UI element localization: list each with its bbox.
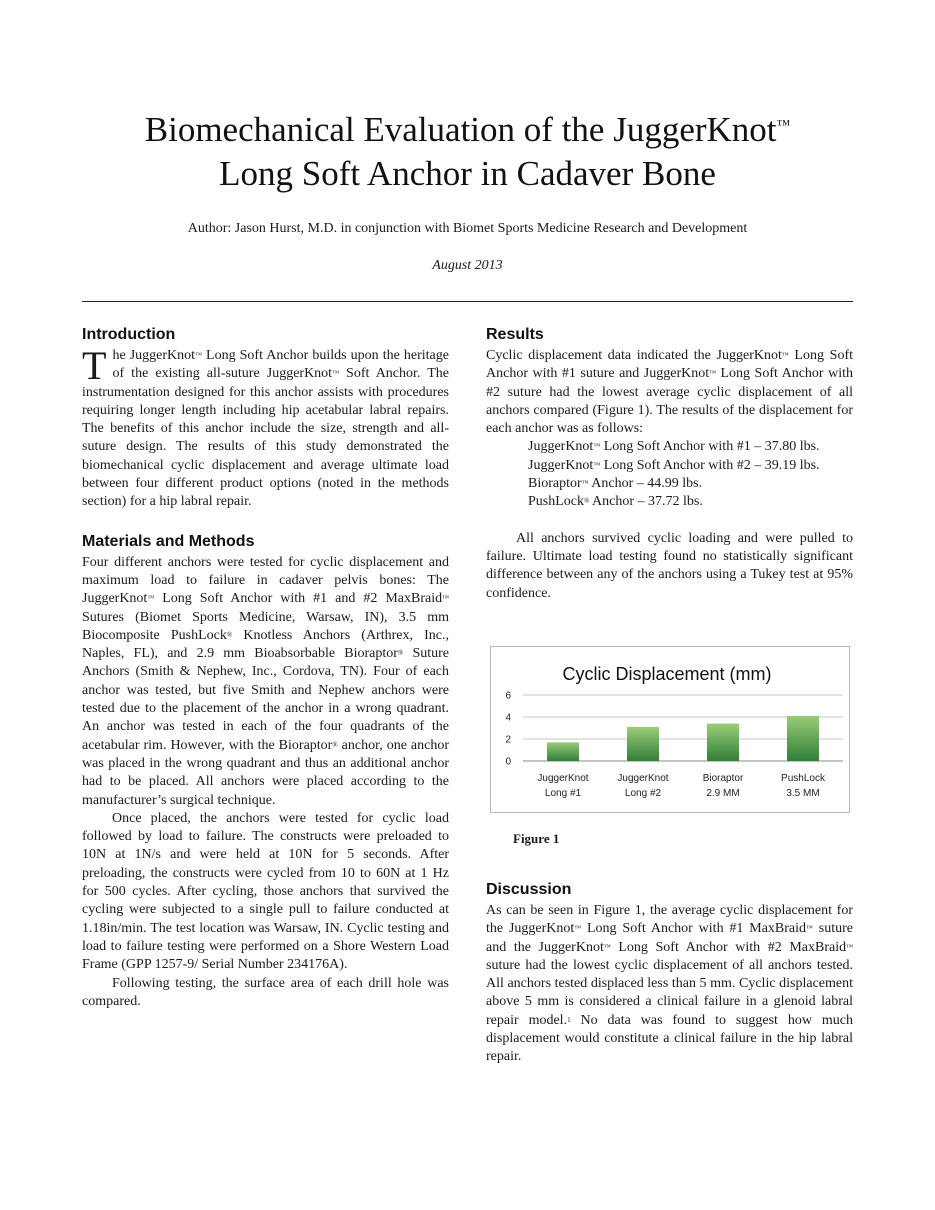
- x-category-label: 2.9 MM: [706, 788, 740, 799]
- left-column: [82, 325, 449, 1011]
- x-category-label: Long #1: [544, 788, 582, 799]
- publication-date: August 2013: [432, 258, 503, 273]
- figure-caption: Figure 1: [513, 831, 560, 846]
- list-item: PushLock® Anchor – 37.72 lbs.: [528, 494, 703, 510]
- x-category-label: Bioraptor: [702, 773, 744, 784]
- drop-cap: T: [82, 343, 107, 388]
- methods-paragraph-3: Following testing, the surface area of each drill hole was compared.: [82, 975, 449, 1009]
- bar: [707, 724, 739, 761]
- results-list: [486, 438, 853, 511]
- x-category-label: PushLock: [781, 773, 825, 784]
- header-divider: [82, 301, 853, 302]
- x-category-label: Long #2: [624, 788, 662, 799]
- chart-title: Cyclic Displacement (mm): [562, 664, 772, 684]
- discussion-text: As can be seen in Figure 1, the average cyclic displacement for the JuggerKnot™ Long Soft Anchor with #1 MaxBraid™ suture and the JuggerKnot™ Long Soft Anchor with #2 MaxBraid™ suture had the lowest cyclic displacement of all anchors tested. All anchors tested displaced less than 5 mm. Cyclic displacement above 5 mm is considered a clinical failure in a glenoid labral repair model.$^1$ No data was found to suggest how much displacement would constitute a clinical failure in the hip labral repair.: [486, 903, 854, 1065]
- list-item: JuggerKnot™ Long Soft Anchor with #2 – 39.19 lbs.: [528, 457, 820, 473]
- bar: [627, 727, 659, 761]
- author-line: Author: Jason Hurst, M.D. in conjunction with Biomet Sports Medicine Research and Development: [187, 221, 748, 236]
- results-paragraph-1: Cyclic displacement data indicated the JuggerKnot™ Long Soft Anchor with #1 suture and JuggerKnot™ Long Soft Anchor with #2 suture had the lowest average cyclic displacement of all anchors compared (Figure 1). The results of the displacement for each anchor was as follows:: [486, 348, 854, 437]
- methods-section: [82, 532, 449, 1011]
- cyclic-displacement-chart: [490, 646, 850, 813]
- results-heading: Results: [486, 326, 544, 343]
- reference-marker: 1: [567, 1015, 571, 1024]
- results-section: [486, 325, 853, 603]
- x-category-label: JuggerKnot: [617, 773, 669, 784]
- chart-canvas: [491, 647, 849, 812]
- trademark-mark: ™: [776, 118, 791, 133]
- results-paragraph-2: All anchors survived cyclic loading and were pulled to failure. Ultimate load testing found no statistically significant difference between any of the anchors using a Tukey test at 95% confidence.: [486, 530, 853, 601]
- methods-heading: Materials and Methods: [82, 532, 255, 550]
- x-category-label: JuggerKnot: [537, 773, 589, 784]
- x-category-label: 3.5 MM: [786, 788, 820, 799]
- discussion-heading: Discussion: [486, 881, 572, 898]
- introduction-section: [82, 325, 449, 512]
- page-title: [60, 108, 875, 196]
- title-line-1: Biomechanical Evaluation of the JuggerKnot: [144, 110, 777, 149]
- bar: [787, 716, 819, 761]
- discussion-section: [486, 880, 853, 1067]
- methods-paragraph-2: Once placed, the anchors were tested for cyclic load followed by load to failure. The constructs were preloaded to 10N at 1N/s and were held at 10N for 5 seconds. After preloading, the constructs were cycled from 10 to 60N at 1 Hz for 500 cycles. After cycling, those anchors that survived the cycling were subjected to a single pull to failure conducted at 1.18in/min. The test location was Warsaw, IN. Cyclic testing and load to failure testing were performed on a Shore Western Load Frame (GPP 1257-9/ Serial Number 234176A).: [82, 810, 449, 973]
- introduction-text: The JuggerKnot™ Long Soft Anchor builds upon the heritage of the existing all-suture JuggerKnot™ Soft Anchor. The instrumentation designed for this anchor assists with procedures requiring longer length including hip acetabular labral repairs. The benefits of this anchor include the size, strength and all-suture design. The results of this study demonstrated the biomechanical cyclic displacement and average ultimate load between four different product options (noted in the methods section) for a hip labral repair.: [82, 343, 449, 510]
- bar: [547, 742, 579, 761]
- introduction-heading: Introduction: [82, 326, 176, 343]
- y-tick-label: 2: [505, 734, 511, 746]
- list-item: Bioraptor™ Anchor – 44.99 lbs.: [528, 476, 703, 492]
- title-line-2: Long Soft Anchor in Cadaver Bone: [219, 154, 716, 193]
- list-item: JuggerKnot™ Long Soft Anchor with #1 – 37.80 lbs.: [528, 439, 820, 455]
- y-tick-label: 4: [505, 712, 511, 724]
- y-tick-label: 0: [505, 756, 511, 768]
- methods-paragraph-1: Four different anchors were tested for cyclic displacement and maximum load to failure in cadaver pelvis bones: The JuggerKnot™ Long Soft Anchor with #1 and #2 MaxBraid™ Sutures (Biomet Sports Medicine, Warsaw, IN), 3.5 mm Biocomposite PushLock® Knotless Anchors (Arthrex, Inc., Naples, FL), and 2.9 mm Bioabsorbable Bioraptor® Suture Anchors (Smith & Nephew, Inc., Cordova, TN). Four of each anchor was tested, but five Smith and Nephew anchors were tested due to the placement of the anchor in a wrong quadrant. An anchor was tested in each of the four quadrants of the acetabular rim. However, with the Bioraptor® anchor, one anchor was placed in the wrong quadrant and thus an additional anchor had to be placed. All anchors were placed according to the manufacturer’s surgical technique.: [82, 554, 449, 808]
- y-tick-label: 6: [505, 690, 511, 702]
